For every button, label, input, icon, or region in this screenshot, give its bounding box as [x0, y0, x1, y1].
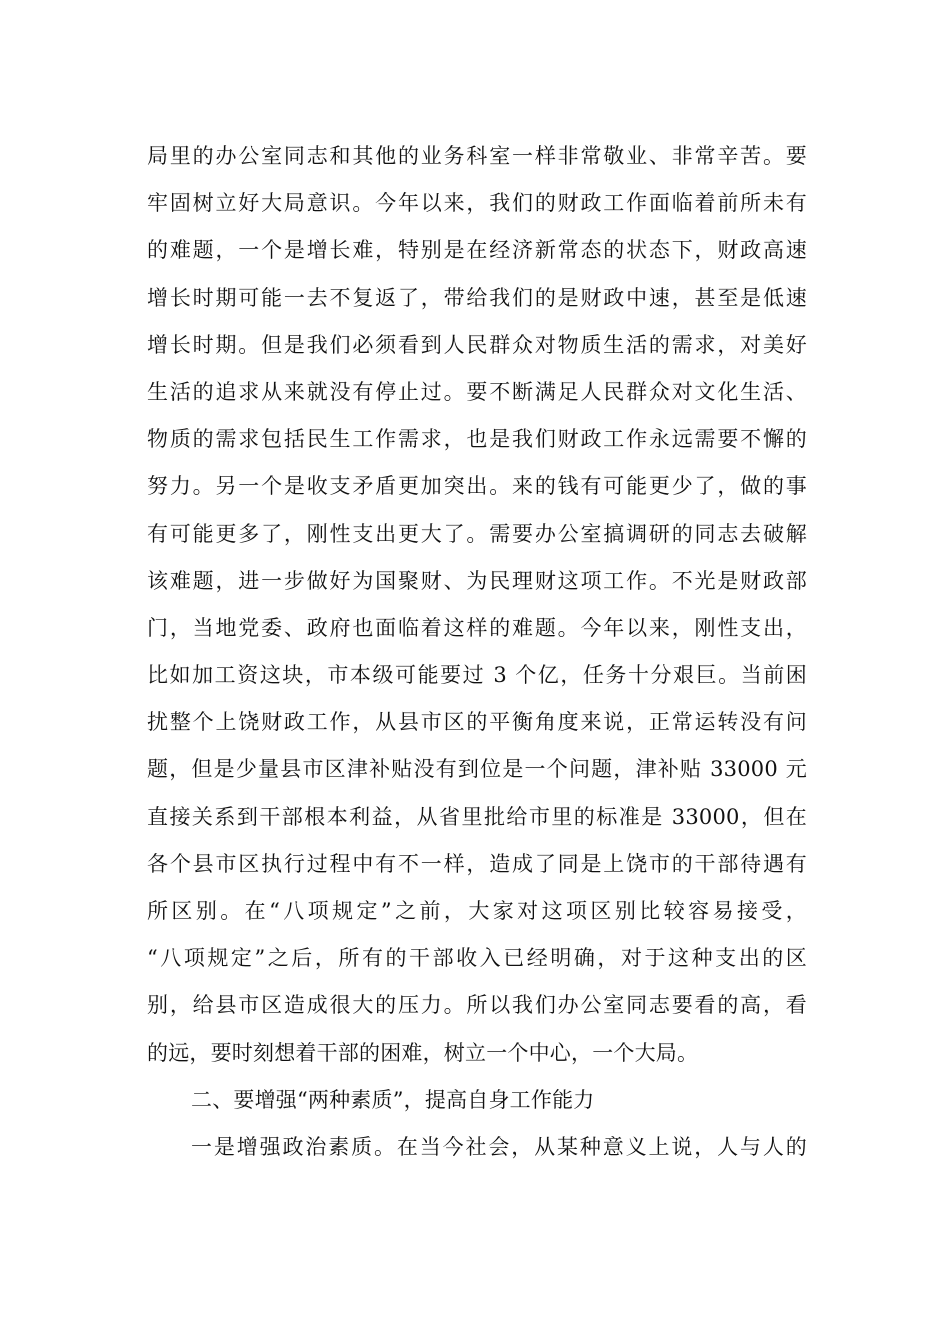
text-line: 所区别。在“八项规定”之前，大家对这项区别比较容易接受， — [147, 899, 807, 923]
text-line: 生活的追求从来就没有停止过。要不断满足人民群众对文化生活、 — [147, 379, 807, 404]
text-line: “八项规定”之后，所有的干部收入已经明确，对于这种支出的区 — [147, 946, 807, 971]
text-line: 努力。另一个是收支矛盾更加突出。来的钱有可能更少了，做的事 — [147, 474, 807, 499]
text-line: 比如加工资这块，市本级可能要过 3 个亿，任务十分艰巨。当前困 — [147, 663, 807, 688]
text-line: 该难题，进一步做好为国聚财、为民理财这项工作。不光是财政部 — [147, 568, 807, 593]
text-line: 门，当地党委、政府也面临着这样的难题。今年以来，刚性支出， — [147, 615, 807, 640]
text-line: 题，但是少量县市区津补贴没有到位是一个问题，津补贴 33000 元 — [147, 757, 807, 782]
text-line: 的远，要时刻想着干部的困难，树立一个中心，一个大局。 — [147, 1040, 699, 1065]
text-line: 别，给县市区造成很大的压力。所以我们办公室同志要看的高，看 — [147, 993, 807, 1018]
text-line: 物质的需求包括民生工作需求，也是我们财政工作永远需要不懈的 — [147, 427, 807, 452]
text-line: 有可能更多了，刚性支出更大了。需要办公室搞调研的同志去破解 — [147, 521, 807, 546]
document-body — [147, 133, 807, 1171]
section-heading: 二、要增强“两种素质”，提高自身工作能力 — [191, 1087, 595, 1112]
text-line: 增长时期可能一去不复返了，带给我们的是财政中速，甚至是低速 — [147, 285, 807, 310]
text-line: 扰整个上饶财政工作，从县市区的平衡角度来说，正常运转没有问 — [147, 710, 807, 735]
text-line: 的难题，一个是增长难，特别是在经济新常态的状态下，财政高速 — [147, 238, 807, 263]
text-line: 各个县市区执行过程中有不一样，造成了同是上饶市的干部待遇有 — [147, 851, 807, 876]
text-line: 牢固树立好大局意识。今年以来，我们的财政工作面临着前所未有 — [147, 191, 807, 216]
text-line: 直接关系到干部根本利益，从省里批给市里的标准是 33000，但在 — [147, 804, 807, 829]
text-line: 局里的办公室同志和其他的业务科室一样非常敬业、非常辛苦。要 — [147, 144, 807, 168]
text-line: 增长时期。但是我们必须看到人民群众对物质生活的需求，对美好 — [147, 332, 807, 357]
text-line: 一是增强政治素质。在当今社会，从某种意义上说，人与人的 — [191, 1134, 807, 1159]
